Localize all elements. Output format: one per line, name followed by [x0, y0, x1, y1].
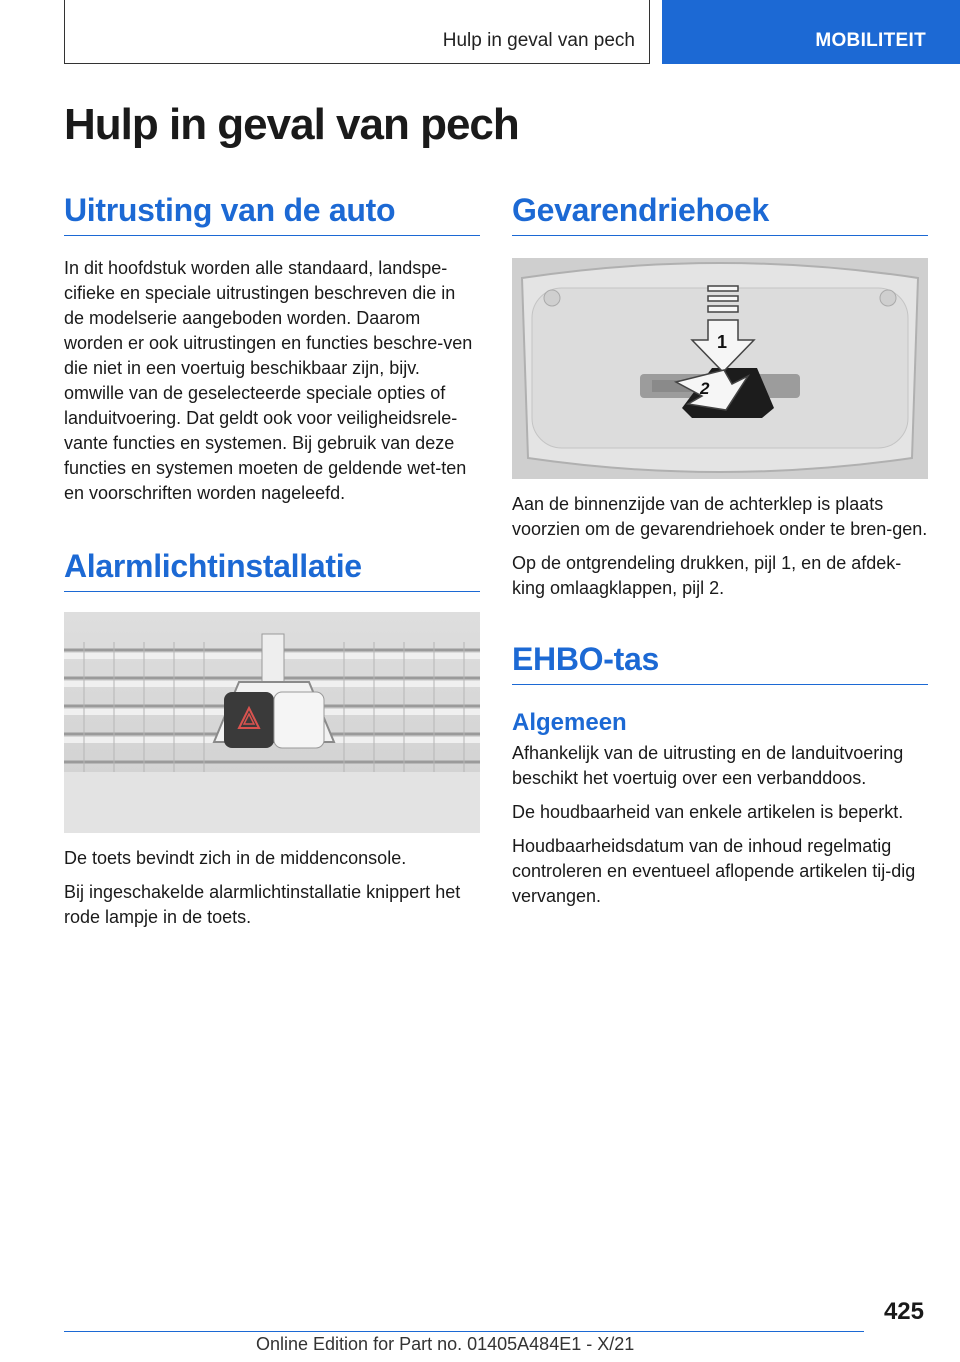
first-aid-replacement-text: Houdbaarheidsdatum van de inhoud regelmatig controleren en eventueel aflopende artikelen tij-dig vervangen. — [512, 836, 916, 906]
triangle-instructions-text: Op de ontgrendeling drukken, pijl 1, en de afdek-king omlaagklappen, pijl 2. — [512, 553, 902, 598]
equipment-paragraph: In dit hoofdstuk worden alle standaard, landspe-cifieke en speciale uitrustingen beschreven die in de modelserie aangeboden worden. Daarom worden er ook uitrustingen en functies beschre-ven die niet in een voertuig beschikbaar zijn, bijv. omwille van de geselecteerde speciale opties of landuitvoering. Dat geldt ook voor veiligheidsrele-vante functies en systemen. Bij gebruik van deze functies en systemen moeten de geldende wet-ten en voorschriften worden nageleefd. — [64, 258, 473, 503]
heading-hazard-lights: Alarmlichtinstallatie — [64, 548, 480, 592]
header-chapter-tab[interactable] — [662, 0, 960, 64]
header-section-title: Hulp in geval van pech — [442, 30, 635, 51]
heading-first-aid-kit: EHBO-tas — [512, 641, 928, 685]
left-column — [64, 192, 480, 930]
heading-warning-triangle: Gevarendriehoek — [512, 192, 928, 236]
arrow-2-label: 2 — [700, 379, 710, 398]
first-aid-shelf-life-text: De houdbaarheid van enkele artikelen is beperkt. — [512, 802, 904, 822]
hazard-lamp-text: Bij ingeschakelde alarmlichtinstallatie knippert het rode lampje in de toets. — [64, 882, 461, 927]
heading-equipment: Uitrusting van de auto — [64, 192, 480, 236]
arrow-1-label: 1 — [717, 332, 728, 352]
hazard-button-image — [64, 612, 480, 833]
page-title: Hulp in geval van pech — [64, 100, 519, 149]
running-header — [64, 0, 650, 64]
triangle-location-text: Aan de binnenzijde van de achterklep is plaats voorzien om de gevarendriehoek onder te bren-gen. — [512, 494, 928, 539]
right-column — [512, 192, 928, 909]
hazard-location-text: De toets bevindt zich in de middenconsole. — [64, 848, 407, 868]
page-number: 425 — [883, 1298, 924, 1325]
warning-triangle-image — [512, 258, 928, 479]
header-chapter-label: MOBILITEIT — [815, 30, 926, 51]
footer-edition-text: Online Edition for Part no. 01405A484E1 - X/21 — [256, 1334, 635, 1354]
first-aid-availability-text: Afhankelijk van de uitrusting en de landuitvoering beschikt het voertuig over een verbanddoos. — [512, 743, 904, 788]
footer-divider — [64, 1331, 864, 1332]
subheading-general: Algemeen — [512, 709, 627, 736]
